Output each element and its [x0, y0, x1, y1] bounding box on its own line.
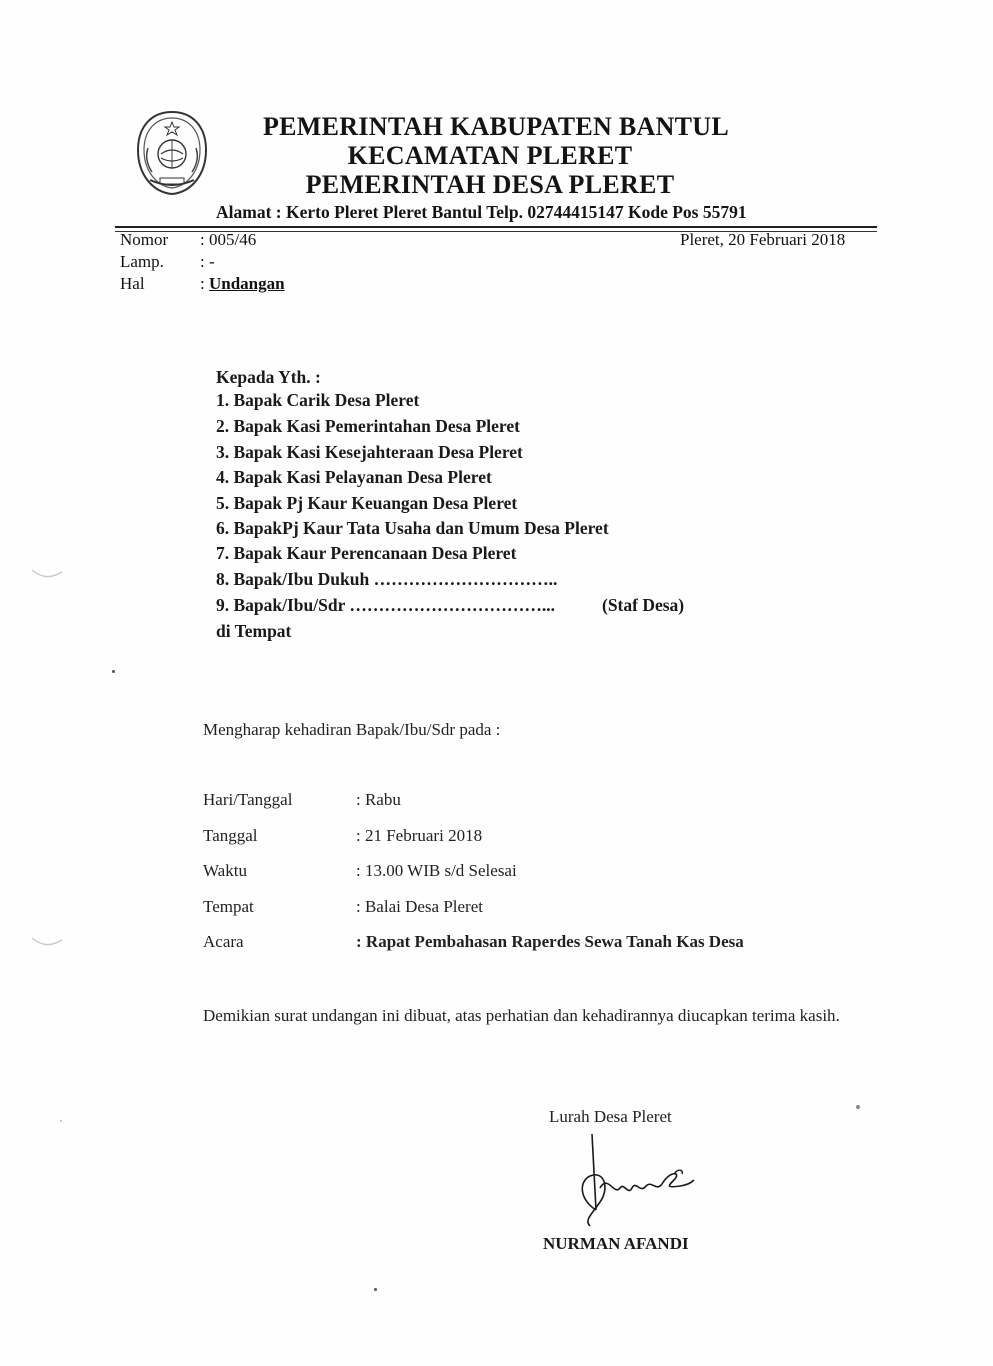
- detail-value: : 13.00 WIB s/d Selesai: [356, 861, 517, 880]
- recipient-item: 3. Bapak Kasi Kesejahteraan Desa Pleret: [216, 442, 523, 462]
- recipient-item: 9. Bapak/Ibu/Sdr ……………………………...: [216, 595, 556, 615]
- detail-value: : Balai Desa Pleret: [356, 897, 483, 916]
- recipient-item: 7. Bapak Kaur Perencanaan Desa Pleret: [216, 543, 517, 563]
- handwritten-signature-icon: [570, 1130, 710, 1240]
- nomor-value: : 005/46: [200, 230, 257, 249]
- signatory-name: NURMAN AFANDI: [543, 1234, 689, 1253]
- recipient-item: 5. Bapak Pj Kaur Keuangan Desa Pleret: [216, 493, 518, 513]
- lampiran-label: Lamp.: [120, 252, 164, 271]
- letterhead-line-3: PEMERINTAH DESA PLERET: [305, 170, 675, 199]
- signatory-title: Lurah Desa Pleret: [549, 1107, 672, 1126]
- recipients-footer: di Tempat: [216, 621, 292, 641]
- hal-label: Hal: [120, 274, 145, 293]
- letterhead-line-2: KECAMATAN PLERET: [347, 141, 633, 170]
- punch-hole-mark: [28, 560, 68, 584]
- punch-hole-mark: [28, 928, 68, 952]
- recipient-item: 8. Bapak/Ibu Dukuh …………………………..: [216, 569, 558, 589]
- nomor-label: Nomor: [120, 230, 169, 249]
- detail-label: Tanggal: [203, 826, 258, 845]
- recipient-item: 4. Bapak Kasi Pelayanan Desa Pleret: [216, 467, 492, 487]
- hal-row: [200, 274, 285, 294]
- hal-colon: :: [200, 274, 205, 293]
- hal-value: Undangan: [208, 274, 285, 293]
- detail-label: Hari/Tanggal: [203, 790, 293, 809]
- closing-paragraph: Demikian surat undangan ini dibuat, atas perhatian dan kehadirannya diucapkan terima kasih.: [203, 1006, 840, 1025]
- detail-label: Acara: [203, 932, 244, 951]
- place-date: Pleret, 20 Februari 2018: [680, 230, 846, 249]
- recipient-item: 1. Bapak Carik Desa Pleret: [216, 390, 420, 410]
- detail-value: : Rapat Pembahasan Raperdes Sewa Tanah Kas Desa: [356, 932, 744, 951]
- recipients-heading: Kepada Yth. :: [216, 367, 321, 387]
- lampiran-value: : -: [200, 252, 215, 271]
- recipient-item: 6. BapakPj Kaur Tata Usaha dan Umum Desa Pleret: [216, 518, 609, 538]
- recipient-item-suffix: (Staf Desa): [602, 595, 685, 615]
- detail-label: Waktu: [203, 861, 247, 880]
- detail-value: : 21 Februari 2018: [356, 826, 483, 845]
- letterhead-address: Alamat : Kerto Pleret Pleret Bantul Telp. 02744415147 Kode Pos 55791: [216, 202, 747, 222]
- intro-text: Mengharap kehadiran Bapak/Ibu/Sdr pada :: [203, 720, 501, 739]
- detail-value: : Rabu: [356, 790, 401, 809]
- letterhead-line-1: PEMERINTAH KABUPATEN BANTUL: [262, 112, 730, 141]
- letterhead-divider: [115, 226, 877, 228]
- detail-label: Tempat: [203, 897, 254, 916]
- recipient-item: 2. Bapak Kasi Pemerintahan Desa Pleret: [216, 416, 520, 436]
